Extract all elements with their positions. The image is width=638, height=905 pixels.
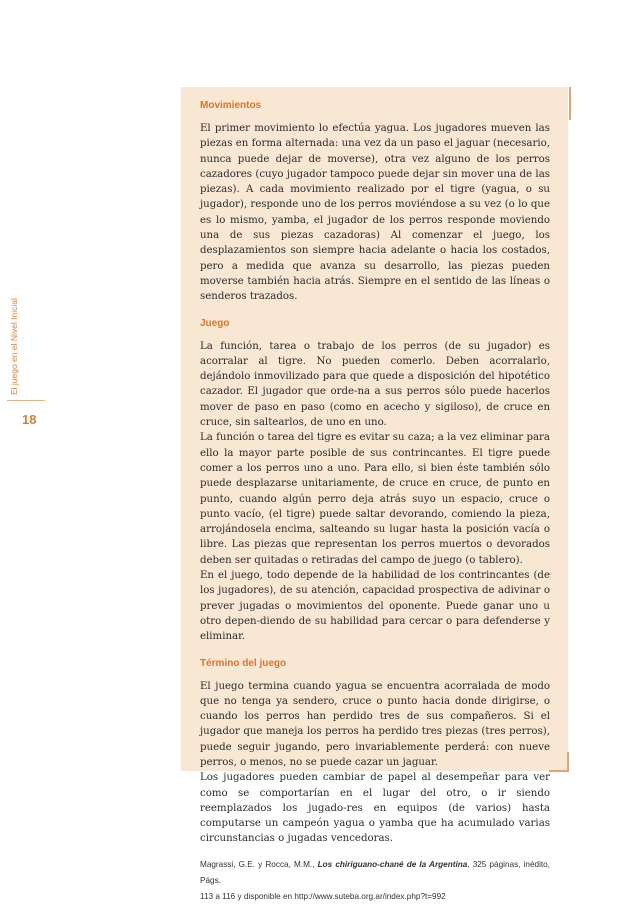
heading-juego: Juego bbox=[200, 317, 230, 329]
paragraph: En el juego, todo depende de la habilidad de los contrincantes (de los jugadores), de su atención, capacidad prospectiva de adivinar o prever jugadas o movimientos del oponente. Puede ganar uno u otro depen-diendo de su habilidad para cercar o para defenderse y eliminar. bbox=[200, 570, 550, 643]
box-corner-mark-top bbox=[569, 87, 571, 120]
heading-termino: Término del juego bbox=[200, 657, 287, 669]
paragraph: El juego termina cuando yagua se encuentra acorralada de modo que no tenga ya sendero, cruce o punto hacia donde dirigirse, o cuando los perros han perdido tres de sus compañeros. Si el jugador que maneja los perros ha perdido tres piezas (tres perros), puede seguir jugando, pero invariablemente perderá: con nueve perros, o menos, no se puede cazar un jaguar. bbox=[200, 680, 550, 768]
side-divider bbox=[7, 400, 45, 401]
paragraph: La función, tarea o trabajo de los perros (de su jugador) es acorralar al tigre. No pueden comerlo. Deben acorralarlo, dejándolo inmovilizado para que quede a disposición del hipotético cazador. El jugador que orde-na a sus perros sólo puede hacerlos mover de paso en paso (como en acecho y sigiloso), de cruce en cruce, sin saltearlos, de uno en uno. bbox=[200, 340, 550, 429]
reference-citation: Magrassi, G.E. y Rocca, M.M., Los chiriguano-chané de la Argentina, 325 páginas, inédito, Págs. 113 a 116 y disponible en http://www.suteba.org.ar/index.php?t=992 bbox=[200, 859, 550, 901]
article-body bbox=[200, 100, 550, 905]
paragraph: El primer movimiento lo efectúa yagua. Los jugadores mueven las piezas en forma alternada: una vez da un paso el jaguar (necesario, nunca puede dejar de moverse), otra vez alguno de los perros cazadores (cuyo jugador tampoco puede dejar sin mover una de las piezas). A cada movimiento realizado por el tigre (yagua, o su jugador), responde uno de los perros moviéndose a su vez (o lo que es lo mismo, yamba, el jugador de los perros responde moviendo una de sus piezas cazadoras) Al comenzar el juego, los desplazamientos son siempre hacia adelante o hacia los costados, pero a medida que avanza su desarrollo, las piezas pueden moverse también hacia atrás. Siempre en el sentido de las líneas o senderos trazados. bbox=[200, 123, 550, 303]
box-corner-mark-bottom-h bbox=[549, 770, 569, 772]
running-header: El juego en el Nivel Inicial bbox=[9, 298, 19, 395]
paragraph: Los jugadores pueden cambiar de papel al desempeñar para ver como se comportarían en el lugar del otro, o ir siendo reemplazados los jugado-res en equipos (de varios) hasta computarse un campeón yagua o yamba que ha acumulado varias circunstancias o jugadas vencedoras. bbox=[200, 772, 550, 845]
box-corner-mark-bottom-v bbox=[567, 752, 569, 772]
paragraph: La función o tarea del tigre es evitar su caza; a la vez eliminar para ello la mayor parte posible de sus contrincantes. El tigre puede comer a los perros uno a uno. Para ello, si bien éste también sólo puede desplazarse unitariamente, de cruce en cruce, de punto en punto, cuando algún perro deja atrás suyo un espacio, cruce o punto vacío, (el tigre) puede saltar devorando, comiendo la pieza, arrojándosela encima, salteando su lugar hasta la posición vacía o libre. Las piezas que representan los perros muertos o devorados deben ser quitadas o retiradas del campo de juego (o tablero). bbox=[200, 432, 550, 566]
heading-movimientos: Movimientos bbox=[200, 100, 262, 111]
reference-book-title: Los chiriguano-chané de la Argentina bbox=[317, 859, 468, 869]
page-number: 18 bbox=[22, 412, 37, 427]
